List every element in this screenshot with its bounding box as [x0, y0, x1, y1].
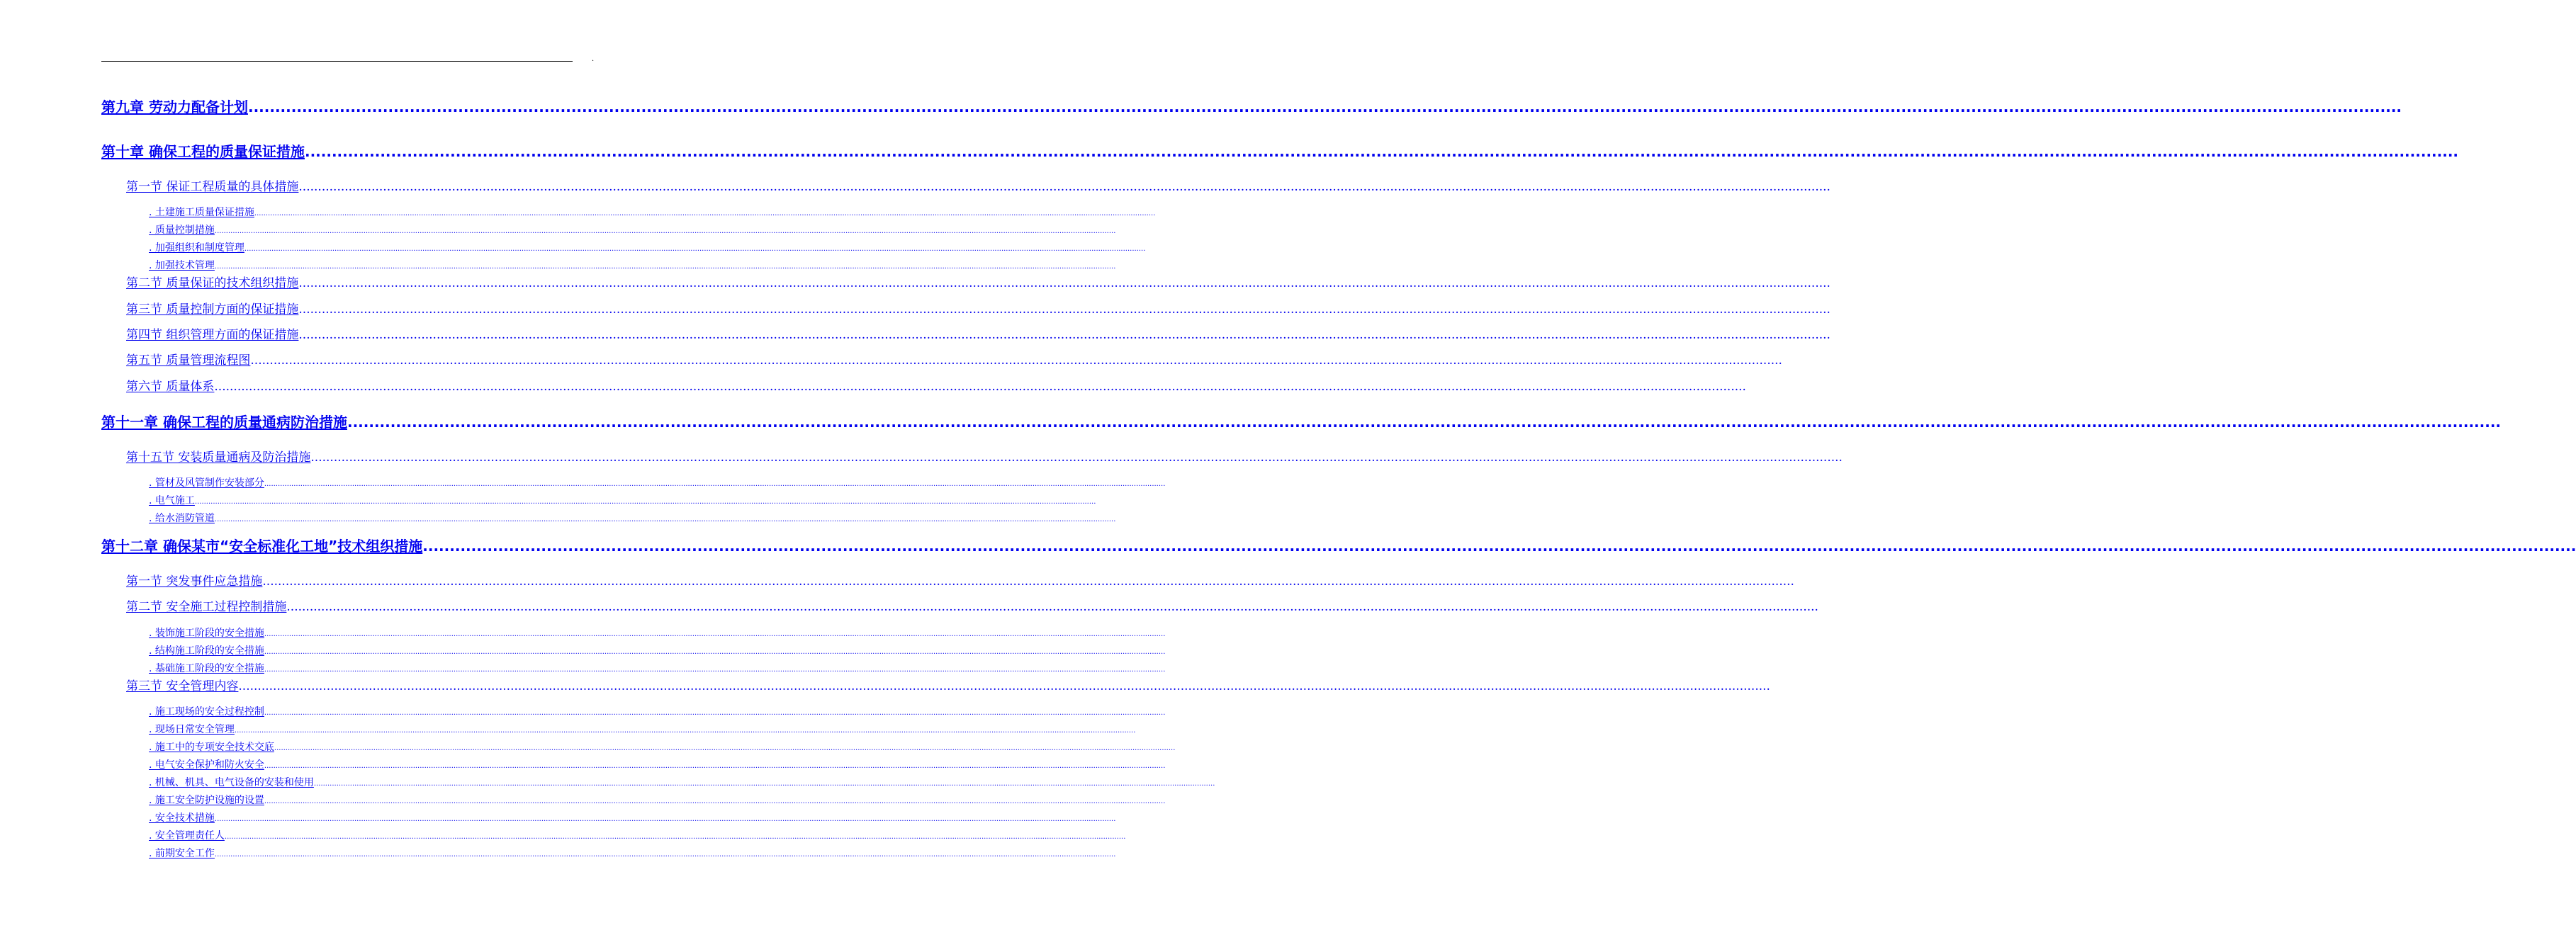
toc-leader-dots: ................................................................................................................................................................................................................................................................................................................................................................................................................ [274, 744, 1176, 752]
toc-entry-title: . 基础施工阶段的安全措施 [149, 663, 264, 674]
toc-entry-level3[interactable] [149, 740, 1176, 754]
toc-entry-title: . 机械、机具、电气设备的安装和使用 [149, 777, 314, 788]
header-mark: . [592, 55, 595, 63]
toc-leader-dots: ................................................................................................................................................................................................................................................................................................................................................................................................................ [347, 414, 2502, 431]
toc-leader-dots: ................................................................................................................................................................................................................................................................................................................................................................................................................ [254, 210, 1156, 217]
toc-leader-dots: ................................................................................................................................................................................................................................................................................................................................................................................................................ [264, 480, 1166, 488]
toc-entry-title: 第二节 安全施工过程控制措施 [126, 600, 287, 614]
toc-leader-dots: ................................................................................................................................................................................................................................................................................................................................................................................................................ [194, 498, 1096, 506]
toc-entry-title: 第五节 质量管理流程图 [126, 353, 251, 368]
toc-leader-dots: ................................................................................................................................................................................................................................................................................................................................................................................................................ [224, 833, 1126, 841]
toc-entry-title: 第十二章 确保某市“安全标准化工地”技术组织措施 [101, 538, 423, 555]
toc-leader-dots: ................................................................................................................................................................................................................................................................................................................................................................................................................ [264, 666, 1166, 674]
toc-entry-title: . 施工中的专项安全技术交底 [149, 742, 274, 753]
toc-entry-title: 第六节 质量体系 [126, 380, 215, 394]
toc-leader-dots: ................................................................................................................................................................................................................................................................................................................................................................................................................ [264, 762, 1166, 770]
toc-leader-dots: ................................................................................................................................................................................................................................................................................................................................................................................................................ [262, 574, 1794, 589]
toc-entry-title: 第四节 组织管理方面的保证措施 [126, 328, 299, 342]
toc-leader-dots: ................................................................................................................................................................................................................................................................................................................................................................................................................ [214, 851, 1116, 858]
toc-entry-title: . 安全技术措施 [149, 812, 215, 824]
toc-entry-level3[interactable] [149, 722, 1136, 737]
toc-entry-level3[interactable] [149, 776, 1215, 790]
toc-entry-level3[interactable] [149, 644, 1166, 658]
toc-leader-dots: ................................................................................................................................................................................................................................................................................................................................................................................................................ [313, 780, 1215, 788]
toc-leader-dots: ................................................................................................................................................................................................................................................................................................................................................................................................................ [298, 180, 1830, 194]
toc-leader-dots: ................................................................................................................................................................................................................................................................................................................................................................................................................ [264, 709, 1166, 717]
toc-leader-dots: ................................................................................................................................................................................................................................................................................................................................................................................................................ [214, 815, 1116, 823]
toc-entry-title: 第十一章 确保工程的质量通病防治措施 [101, 414, 347, 431]
toc-leader-dots: ................................................................................................................................................................................................................................................................................................................................................................................................................ [304, 143, 2459, 160]
toc-entry-title: 第二节 质量保证的技术组织措施 [126, 276, 299, 290]
toc-leader-dots: ................................................................................................................................................................................................................................................................................................................................................................................................................ [298, 276, 1830, 290]
toc-leader-dots: ................................................................................................................................................................................................................................................................................................................................................................................................................ [214, 227, 1116, 235]
toc-entry-level2[interactable] [126, 178, 1830, 196]
toc-entry-level2[interactable] [126, 449, 1843, 466]
toc-entry-level2[interactable] [126, 352, 1782, 369]
toc-entry-level2[interactable] [126, 573, 1794, 590]
toc-leader-dots: ................................................................................................................................................................................................................................................................................................................................................................................................................ [247, 98, 2402, 115]
toc-leader-dots: ................................................................................................................................................................................................................................................................................................................................................................................................................ [238, 679, 1770, 693]
toc-entry-level1[interactable] [101, 142, 2459, 162]
toc-entry-title: . 电气施工 [149, 495, 195, 506]
toc-entry-level1[interactable] [101, 97, 2402, 117]
toc-leader-dots: ................................................................................................................................................................................................................................................................................................................................................................................................................ [298, 328, 1830, 342]
toc-entry-level3[interactable] [149, 511, 1116, 526]
toc-entry-level3[interactable] [149, 846, 1116, 861]
toc-entry-title: 第十五节 安装质量通病及防治措施 [126, 450, 311, 465]
toc-leader-dots: ................................................................................................................................................................................................................................................................................................................................................................................................................ [298, 302, 1830, 317]
toc-entry-title: . 质量控制措施 [149, 225, 215, 236]
toc-entry-title: . 结构施工阶段的安全措施 [149, 645, 264, 657]
toc-entry-title: . 加强技术管理 [149, 260, 215, 271]
toc-entry-level3[interactable] [149, 241, 1146, 255]
toc-entry-title: 第三节 安全管理内容 [126, 679, 239, 693]
toc-entry-title: 第一节 保证工程质量的具体措施 [126, 180, 299, 194]
toc-leader-dots: ................................................................................................................................................................................................................................................................................................................................................................................................................ [214, 380, 1746, 394]
toc-entry-title: 第三节 质量控制方面的保证措施 [126, 302, 299, 317]
toc-entry-level3[interactable] [149, 494, 1096, 508]
toc-entry-level3[interactable] [149, 205, 1156, 220]
toc-entry-level3[interactable] [149, 223, 1116, 237]
toc-leader-dots: ................................................................................................................................................................................................................................................................................................................................................................................................................ [264, 630, 1166, 638]
toc-entry-level2[interactable] [126, 275, 1830, 292]
toc-entry-title: . 施工安全防护设施的设置 [149, 795, 264, 806]
toc-leader-dots: ................................................................................................................................................................................................................................................................................................................................................................................................................ [214, 516, 1116, 523]
toc-leader-dots: ................................................................................................................................................................................................................................................................................................................................................................................................................ [422, 538, 2576, 555]
toc-leader-dots: ................................................................................................................................................................................................................................................................................................................................................................................................................ [250, 353, 1782, 368]
toc-leader-dots: ................................................................................................................................................................................................................................................................................................................................................................................................................ [264, 798, 1166, 805]
toc-entry-level3[interactable] [149, 705, 1166, 719]
toc-entry-level3[interactable] [149, 811, 1116, 825]
toc-entry-title: . 安全管理责任人 [149, 830, 225, 842]
toc-entry-title: 第一节 突发事件应急措施 [126, 574, 263, 589]
toc-entry-title: . 施工现场的安全过程控制 [149, 706, 264, 718]
header-rule [101, 61, 573, 62]
toc-entry-level2[interactable] [126, 599, 1818, 616]
toc-entry-level3[interactable] [149, 476, 1166, 490]
toc-entry-title: . 土建施工质量保证措施 [149, 207, 254, 218]
toc-leader-dots: ................................................................................................................................................................................................................................................................................................................................................................................................................ [214, 263, 1116, 271]
toc-entry-level3[interactable] [149, 662, 1166, 676]
toc-entry-level3[interactable] [149, 758, 1166, 772]
toc-entry-title: . 前期安全工作 [149, 848, 215, 859]
toc-entry-level3[interactable] [149, 793, 1166, 808]
toc-entry-level3[interactable] [149, 259, 1116, 273]
toc-entry-title: . 电气安全保护和防火安全 [149, 759, 264, 771]
toc-entry-title: . 装饰施工阶段的安全措施 [149, 628, 264, 639]
toc-entry-title: 第十章 确保工程的质量保证措施 [101, 143, 305, 160]
toc-entry-level2[interactable] [126, 678, 1770, 695]
toc-entry-level1[interactable] [101, 412, 2502, 432]
toc-leader-dots: ................................................................................................................................................................................................................................................................................................................................................................................................................ [234, 727, 1136, 735]
toc-leader-dots: ................................................................................................................................................................................................................................................................................................................................................................................................................ [286, 600, 1818, 614]
toc-entry-level1[interactable] [101, 536, 2576, 556]
toc-leader-dots: ................................................................................................................................................................................................................................................................................................................................................................................................................ [244, 245, 1146, 253]
toc-leader-dots: ................................................................................................................................................................................................................................................................................................................................................................................................................ [264, 648, 1166, 656]
toc-leader-dots: ................................................................................................................................................................................................................................................................................................................................................................................................................ [310, 450, 1843, 465]
toc-entry-level2[interactable] [126, 327, 1830, 344]
toc-entry-level2[interactable] [126, 378, 1746, 395]
toc-entry-title: . 现场日常安全管理 [149, 724, 235, 735]
toc-entry-title: . 加强组织和制度管理 [149, 242, 244, 254]
toc-entry-title: 第九章 劳动力配备计划 [101, 98, 248, 115]
toc-entry-level3[interactable] [149, 626, 1166, 640]
toc-entry-title: . 管材及风管制作安装部分 [149, 477, 264, 489]
toc-entry-level2[interactable] [126, 301, 1830, 318]
toc-entry-title: . 给水消防管道 [149, 513, 215, 524]
toc-entry-level3[interactable] [149, 829, 1126, 843]
